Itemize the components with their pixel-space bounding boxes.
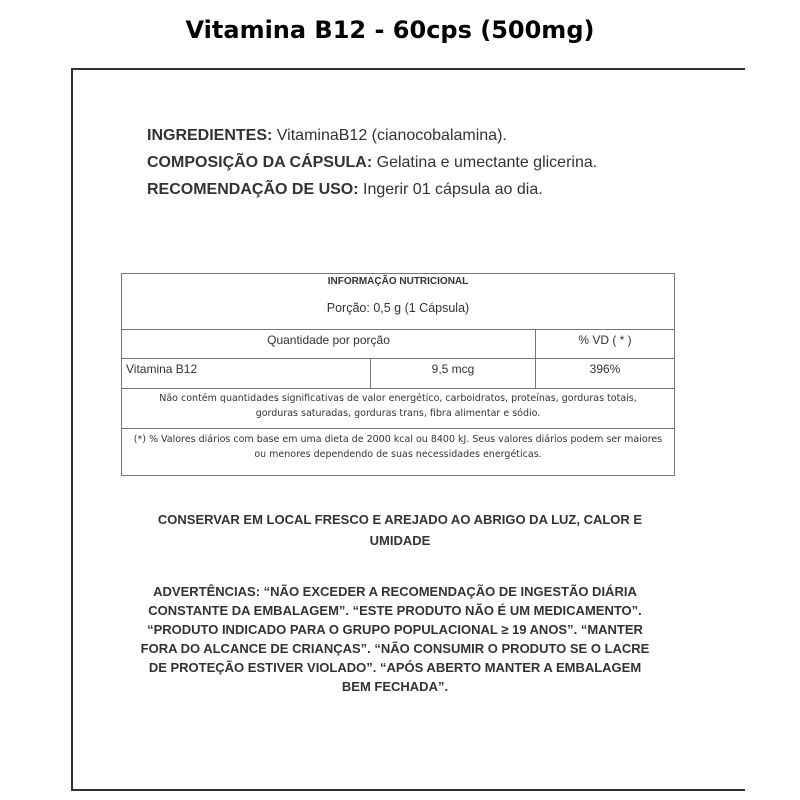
capsule-composition-line xyxy=(147,149,597,176)
capsule-composition-label: COMPOSIÇÃO DA CÁPSULA: xyxy=(147,154,373,171)
ingredients-value: VitaminaB12 (cianocobalamina). xyxy=(272,127,507,144)
header-quantity: Quantidade por porção xyxy=(122,330,536,359)
product-info xyxy=(147,122,597,203)
frame-border-left xyxy=(71,68,73,791)
ingredients-label: INGREDIENTES: xyxy=(147,127,273,144)
capsule-composition-value: Gelatina e umectante glicerina. xyxy=(372,154,598,171)
page-title: Vitamina B12 - 60cps (500mg) xyxy=(185,16,595,44)
nutrition-header-cell xyxy=(122,274,675,330)
table-row xyxy=(122,359,675,389)
ingredients-line xyxy=(147,122,597,149)
nutrient-quantity: 9,5 mcg xyxy=(371,359,536,389)
frame-border-bottom xyxy=(71,789,745,791)
usage-recommendation-line xyxy=(147,176,597,203)
frame-border-top xyxy=(71,68,745,70)
usage-recommendation-value: Ingerir 01 cápsula ao dia. xyxy=(358,181,543,198)
usage-recommendation-label: RECOMENDAÇÃO DE USO: xyxy=(147,181,359,198)
nutrition-note: Não contém quantidades significativas de valor energético, carboidratos, proteínas, gorduras totais, gorduras saturadas, gorduras trans, fibra alimentar e sódio. xyxy=(122,389,675,429)
nutrition-footnote: (*) % Valores diários com base em uma dieta de 2000 kcal ou 8400 kJ. Seus valores diários podem ser maiores ou menores dependendo de suas necessidades energéticas. xyxy=(122,429,675,476)
nutrition-table xyxy=(121,273,675,476)
nutrient-vd: 396% xyxy=(536,359,675,389)
header-vd: % VD ( * ) xyxy=(536,330,675,359)
storage-instructions: CONSERVAR EM LOCAL FRESCO E AREJADO AO ABRIGO DA LUZ, CALOR E UMIDADE xyxy=(157,512,643,548)
portion-text: Porção: 0,5 g (1 Cápsula) xyxy=(326,301,470,315)
nutrient-name: Vitamina B12 xyxy=(122,359,371,389)
nutrition-title: INFORMAÇÃO NUTRICIONAL xyxy=(327,276,469,287)
warnings-text: ADVERTÊNCIAS: “NÃO EXCEDER A RECOMENDAÇÃO DE INGESTÃO DIÁRIA CONSTANTE DA EMBALAGEM”. “ESTE PRODUTO NÃO É UM MEDICAMENTO”. “PRODUTO INDICADO PARA O GRUPO POPULACIONAL ≥ 19 ANOS”. “MANTER FORA DO ALCANCE DE CRIANÇAS”. “NÃO CONSUMIR O PRODUTO SE O LACRE DE PROTEÇÃO ESTIVER VIOLADO”. “APÓS ABERTO MANTER A EMBALAGEM BEM FECHADA”. xyxy=(140,584,650,694)
